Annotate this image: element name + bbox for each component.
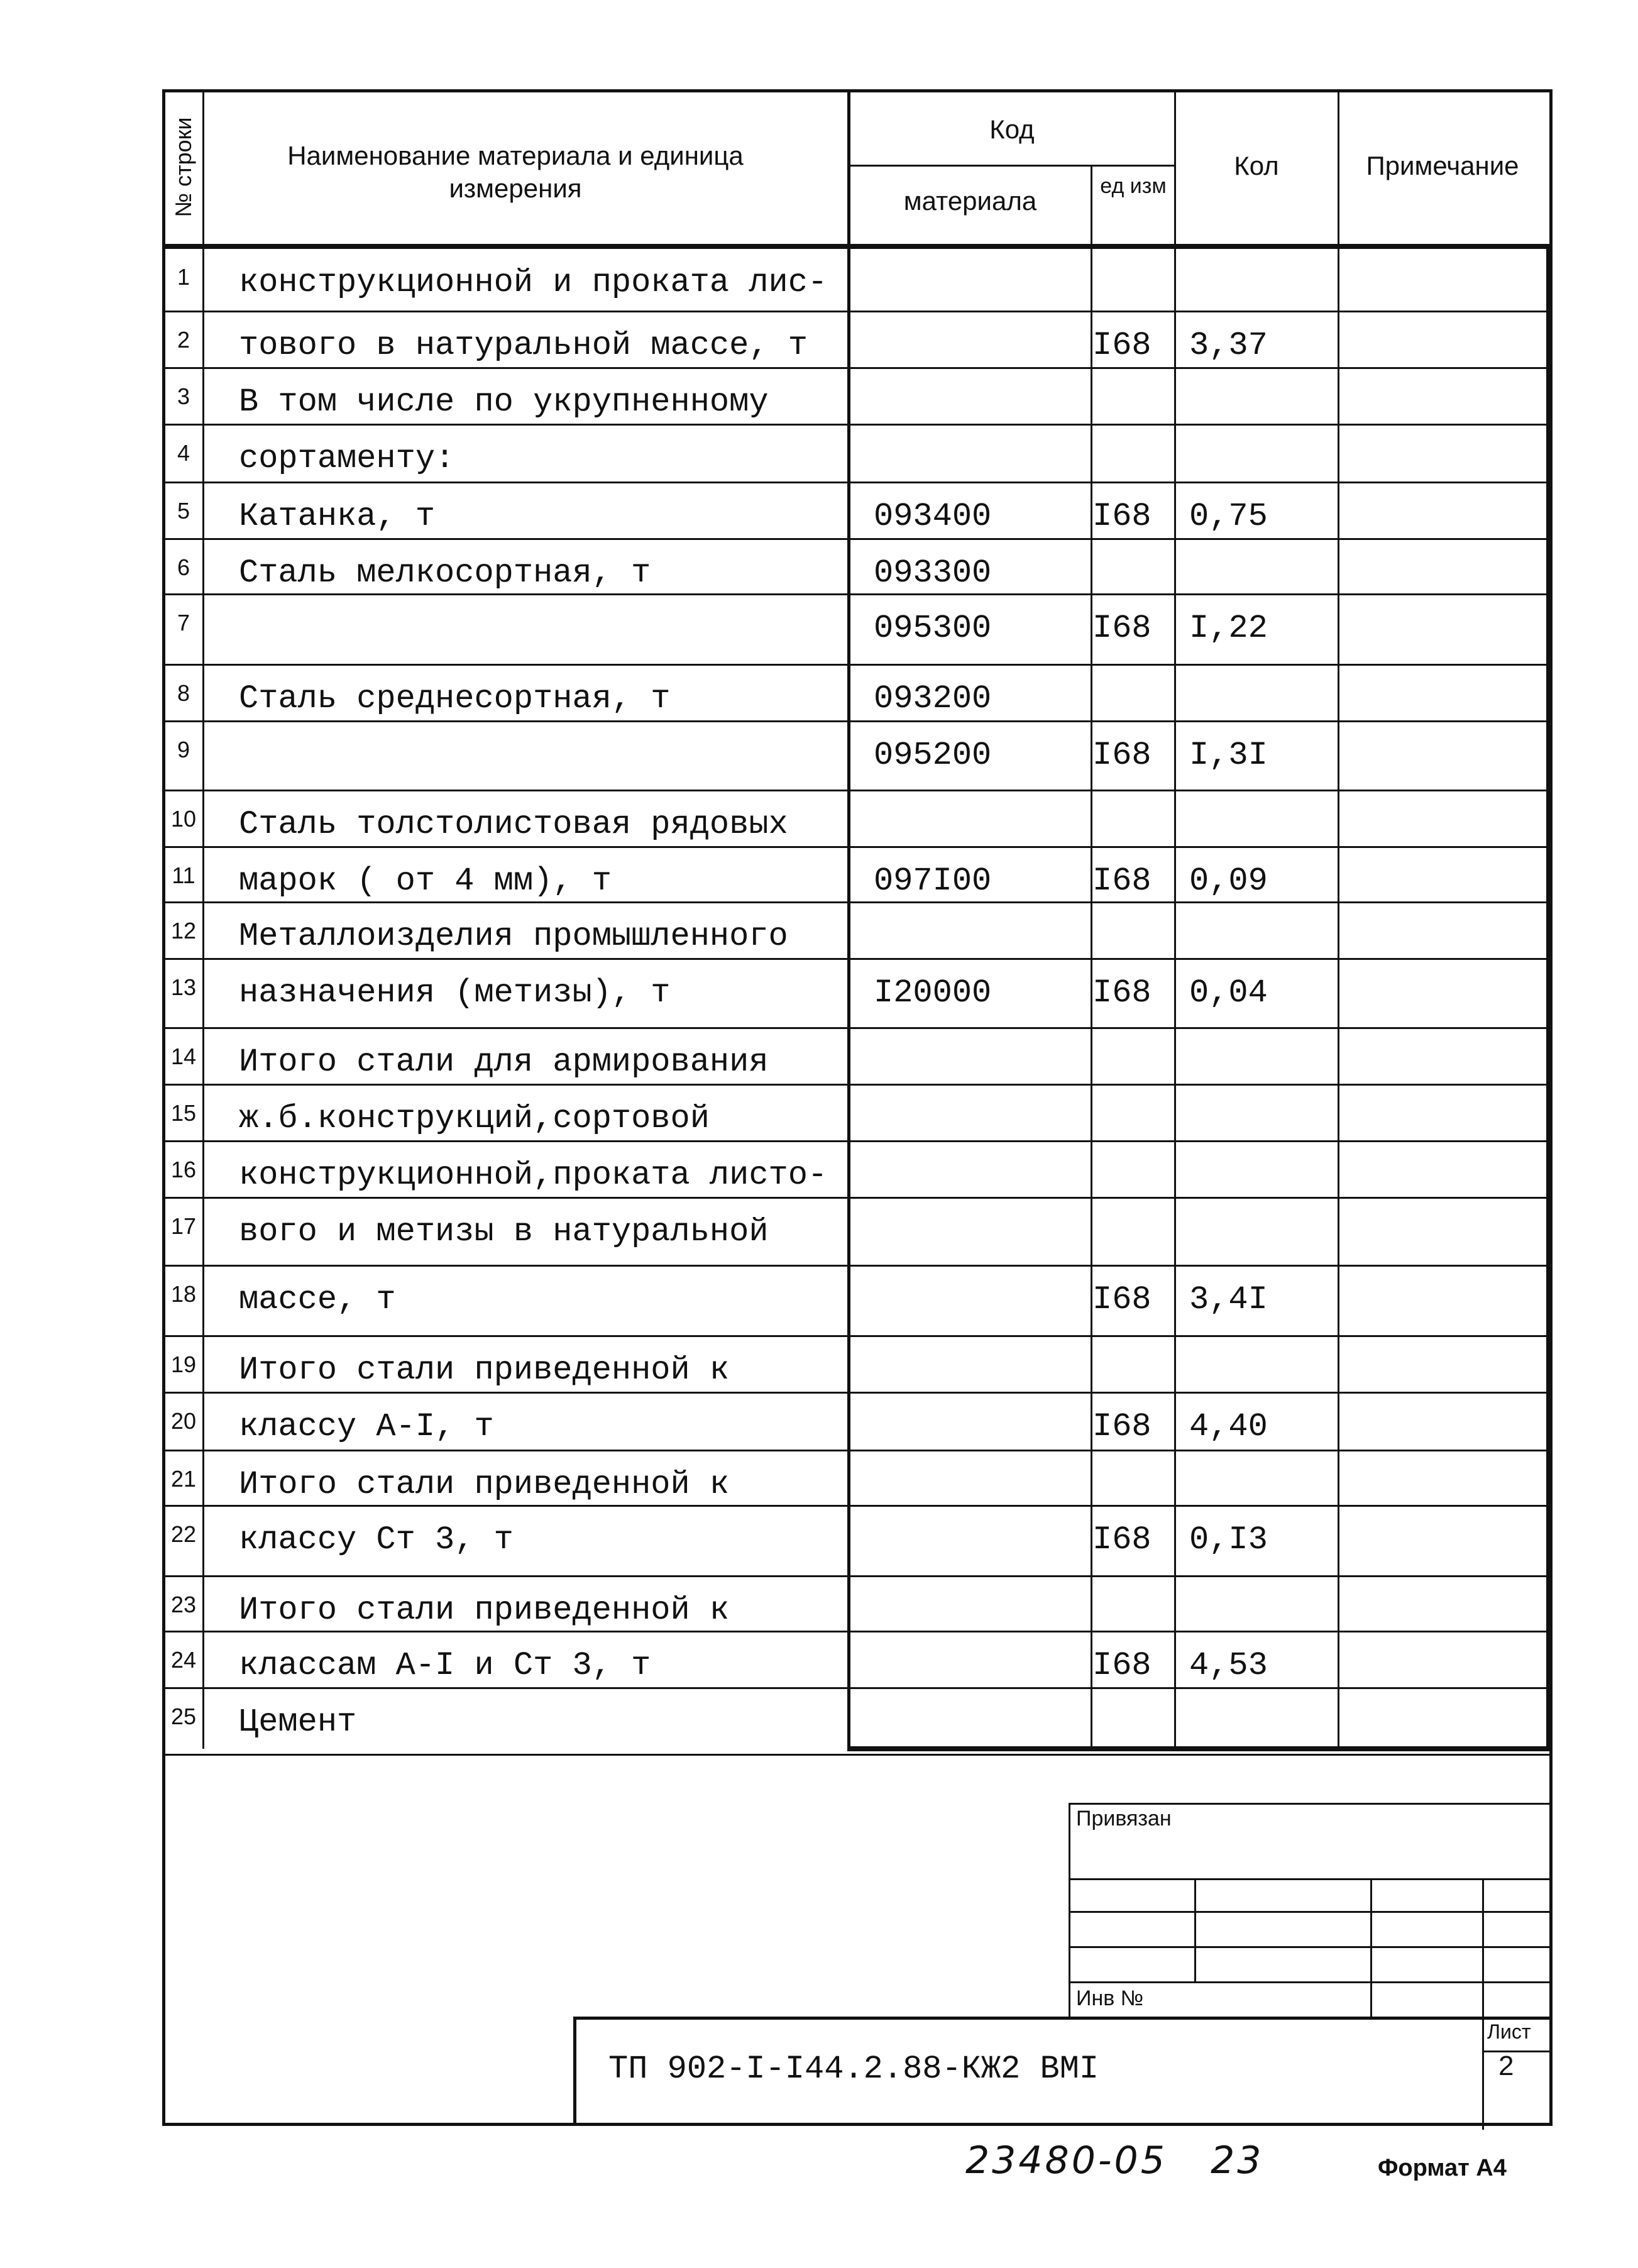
row-number: 5 xyxy=(177,498,190,524)
row-separator xyxy=(162,846,202,848)
row-separator xyxy=(162,1197,202,1199)
row-separator xyxy=(162,1687,202,1689)
code-unit-header: ед изм xyxy=(1100,174,1167,198)
row-separator xyxy=(162,1084,202,1086)
row-separator xyxy=(162,482,202,483)
row-separator xyxy=(162,311,202,312)
row-separator xyxy=(202,1687,1551,1689)
row-name: марок ( от 4 мм), т xyxy=(239,862,612,900)
row-separator xyxy=(202,720,1551,722)
stamp-grid-line-3 xyxy=(1069,1946,1553,1948)
row-separator xyxy=(162,593,202,595)
row-separator xyxy=(162,901,202,903)
stamp-top-line xyxy=(1069,1803,1553,1805)
row-number: 8 xyxy=(177,680,190,706)
inv-no-label: Инв № xyxy=(1076,1986,1144,2010)
row-number: 17 xyxy=(170,1213,197,1239)
table-bottom-line xyxy=(162,1754,1553,1756)
row-number: 18 xyxy=(170,1281,197,1307)
row-separator xyxy=(162,1335,202,1337)
row-number: 15 xyxy=(170,1100,197,1126)
stamp-grid-line-1 xyxy=(1069,1878,1553,1880)
row-number: 16 xyxy=(170,1157,197,1182)
col-divider-code xyxy=(1091,165,1092,1749)
row-separator xyxy=(162,1575,202,1577)
sheet-divider xyxy=(1482,2051,1553,2052)
row-qty: 0,I3 xyxy=(1189,1521,1268,1558)
row-number: 1 xyxy=(177,264,190,290)
row-name: назначения (метизы), т xyxy=(239,974,671,1011)
row-separator xyxy=(202,367,1551,369)
row-separator xyxy=(202,1265,1551,1267)
row-unit: I68 xyxy=(1092,610,1152,647)
row-name: Итого стали приведенной к xyxy=(239,1592,730,1629)
row-name: Сталь среднесортная, т xyxy=(239,680,671,717)
row-qty: 4,53 xyxy=(1189,1647,1268,1684)
row-qty: 4,40 xyxy=(1189,1408,1268,1445)
row-separator xyxy=(162,664,202,666)
row-separator xyxy=(202,846,1551,848)
header-bottom-line xyxy=(162,244,1553,249)
row-name: сортаменту: xyxy=(239,440,455,477)
format-label: Формат А4 xyxy=(1378,2155,1507,2181)
row-number: 22 xyxy=(170,1521,197,1547)
row-no-header: № строки xyxy=(170,117,196,217)
col-divider-qty xyxy=(1338,89,1339,1749)
title-block-left xyxy=(573,2017,576,2126)
title-block-top xyxy=(573,2017,1553,2020)
row-separator xyxy=(202,1335,1551,1337)
row-separator xyxy=(162,1505,202,1507)
stamp-vline-2 xyxy=(1370,1878,1372,2017)
row-number: 13 xyxy=(170,974,197,1000)
document-code: ТП 902-I-I44.2.88-КЖ2 ВМI xyxy=(608,2051,1099,2088)
row-separator xyxy=(162,367,202,369)
sheet-number: 2 xyxy=(1498,2051,1514,2081)
row-separator xyxy=(202,1631,1551,1632)
table-bottom-thick xyxy=(847,1746,1551,1751)
row-number: 3 xyxy=(177,383,190,409)
col-divider-unit xyxy=(1174,89,1176,1749)
row-name: Цемент xyxy=(239,1704,357,1741)
row-name: конструкционной,проката листо- xyxy=(239,1157,828,1194)
row-unit: I68 xyxy=(1092,737,1152,774)
row-number: 23 xyxy=(170,1592,197,1617)
row-separator xyxy=(202,482,1551,483)
row-separator xyxy=(162,790,202,791)
row-name: В том числе по укрупненному xyxy=(239,383,769,421)
row-name: Итого стали приведенной к xyxy=(239,1466,730,1503)
stamp-grid-line-2 xyxy=(1069,1911,1553,1913)
row-separator xyxy=(202,790,1551,791)
row-number: 2 xyxy=(177,327,190,353)
row-number: 12 xyxy=(170,918,197,944)
row-number: 7 xyxy=(177,610,190,636)
row-separator xyxy=(162,958,202,960)
row-qty: 3,37 xyxy=(1189,327,1268,364)
row-separator xyxy=(202,593,1551,595)
row-code: 097I00 xyxy=(874,862,992,900)
qty-header: Кол xyxy=(1234,151,1279,180)
row-number: 14 xyxy=(170,1043,197,1069)
row-separator xyxy=(202,538,1551,540)
row-unit: I68 xyxy=(1092,862,1152,900)
row-separator xyxy=(202,1027,1551,1029)
row-unit: I68 xyxy=(1092,327,1152,364)
row-name: классу Ст 3, т xyxy=(239,1521,514,1558)
row-separator xyxy=(202,1197,1551,1199)
row-code: 095300 xyxy=(874,610,992,647)
row-number: 9 xyxy=(177,737,190,762)
row-number: 6 xyxy=(177,554,190,580)
row-number: 25 xyxy=(170,1704,197,1729)
table-right-thick xyxy=(1546,245,1551,1749)
row-name: Металлоизделия промышленного xyxy=(239,918,788,955)
row-qty: I,3I xyxy=(1189,737,1268,774)
row-qty: I,22 xyxy=(1189,610,1268,647)
row-qty: 0,04 xyxy=(1189,974,1268,1011)
row-name: конструкционной и проката лис- xyxy=(239,264,828,301)
code-sub-divider xyxy=(847,165,1174,167)
row-name: Итого стали для армирования xyxy=(239,1043,769,1081)
row-number: 11 xyxy=(172,862,195,888)
note-header: Примечание xyxy=(1366,151,1519,180)
stamp-left-line xyxy=(1069,1803,1070,2017)
row-unit: I68 xyxy=(1092,1281,1152,1318)
row-separator xyxy=(202,1450,1551,1451)
row-number: 20 xyxy=(170,1408,197,1434)
row-name: Итого стали приведенной к xyxy=(239,1351,730,1389)
row-separator xyxy=(202,901,1551,903)
row-code: 093400 xyxy=(874,498,992,535)
row-number: 19 xyxy=(170,1351,197,1377)
stamp-grid-line-4 xyxy=(1069,1981,1553,1983)
code-group-header: Код xyxy=(989,114,1035,144)
row-unit: I68 xyxy=(1092,974,1152,1011)
row-unit: I68 xyxy=(1092,1408,1152,1445)
row-separator xyxy=(202,1140,1551,1142)
row-separator xyxy=(202,1392,1551,1394)
row-code: I20000 xyxy=(874,974,992,1011)
handwritten-inventory-number: 23480-05 23 xyxy=(965,2139,1264,2183)
stamp-vline-3 xyxy=(1482,1878,1484,2130)
row-separator xyxy=(202,664,1551,666)
row-qty: 0,09 xyxy=(1189,862,1268,900)
row-code: 093200 xyxy=(874,680,992,717)
row-separator xyxy=(162,424,202,426)
row-separator xyxy=(202,1505,1551,1507)
privyazan-label: Привязан xyxy=(1076,1807,1172,1830)
row-name: массе, т xyxy=(239,1281,396,1318)
row-name: вого и метизы в натуральной xyxy=(239,1213,769,1250)
row-name: ж.б.конструкций,сортовой xyxy=(239,1100,710,1137)
row-code: 095200 xyxy=(874,737,992,774)
row-separator xyxy=(162,720,202,722)
row-separator xyxy=(162,1265,202,1267)
row-unit: I68 xyxy=(1092,1647,1152,1684)
row-separator xyxy=(162,538,202,540)
row-separator xyxy=(162,1631,202,1632)
code-material-header: материала xyxy=(903,186,1037,216)
row-unit: I68 xyxy=(1092,498,1152,535)
row-name: классам А-I и Ст 3, т xyxy=(239,1647,651,1684)
col-divider-name xyxy=(847,89,850,1749)
row-separator xyxy=(162,1140,202,1142)
col-divider-rowno xyxy=(202,89,204,1749)
row-separator xyxy=(162,1027,202,1029)
row-separator xyxy=(202,424,1551,426)
row-code: 093300 xyxy=(874,554,992,592)
row-number: 4 xyxy=(177,440,190,466)
sheet-label: Лист xyxy=(1487,2020,1531,2043)
row-separator xyxy=(202,958,1551,960)
row-qty: 0,75 xyxy=(1189,498,1268,535)
row-name: тового в натуральной массе, т xyxy=(239,327,808,364)
row-name: классу А-I, т xyxy=(239,1408,494,1445)
row-name: Сталь мелкосортная, т xyxy=(239,554,651,592)
row-separator xyxy=(202,1084,1551,1086)
row-number: 10 xyxy=(170,806,197,832)
row-number: 24 xyxy=(170,1647,197,1673)
row-separator xyxy=(162,1450,202,1451)
row-separator xyxy=(162,1392,202,1394)
stamp-vline-1 xyxy=(1194,1878,1196,1981)
row-unit: I68 xyxy=(1092,1521,1152,1558)
row-name: Сталь толстолистовая рядовых xyxy=(239,806,788,843)
name-column-header: Наименование материала и единица измерения xyxy=(287,141,744,203)
row-name: Катанка, т xyxy=(239,498,436,535)
row-separator xyxy=(202,311,1551,312)
row-number: 21 xyxy=(170,1466,197,1492)
row-qty: 3,4I xyxy=(1189,1281,1268,1318)
row-separator xyxy=(202,1575,1551,1577)
